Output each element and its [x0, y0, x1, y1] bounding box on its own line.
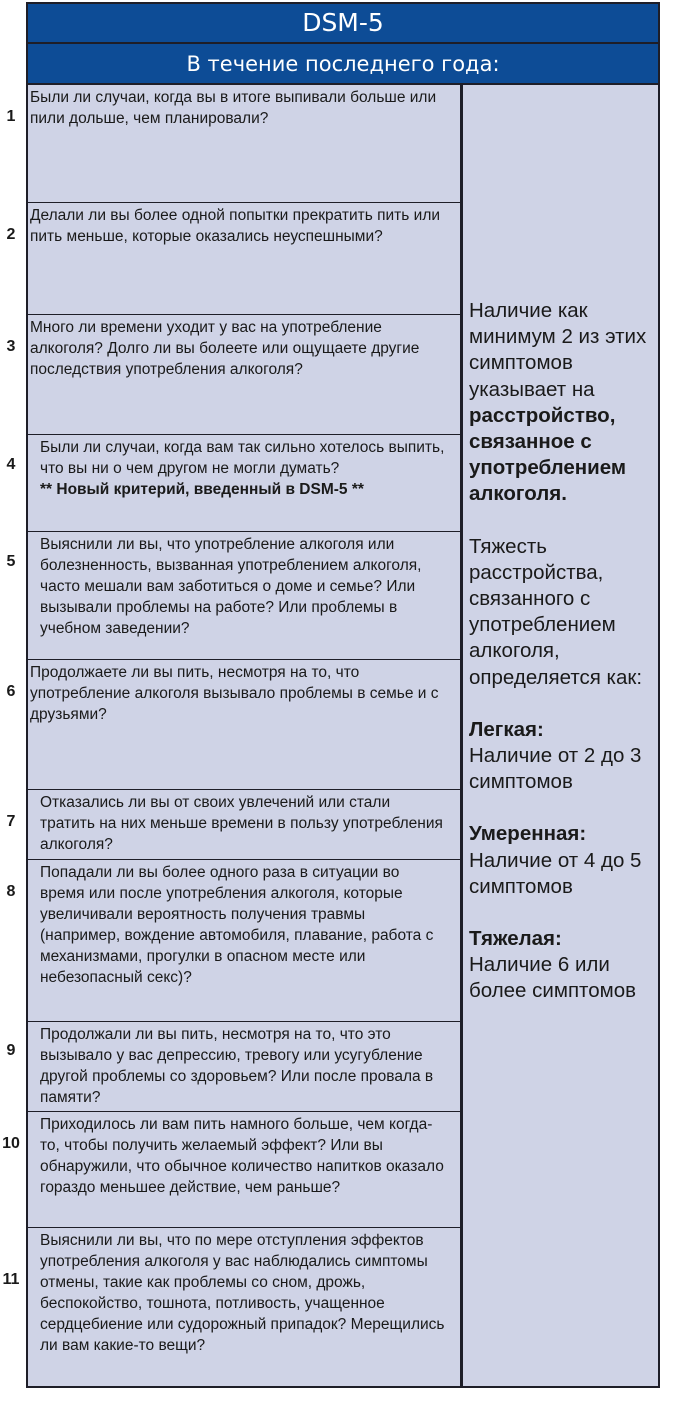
question-row-7 — [28, 790, 460, 860]
question-text-9: Продолжали ли вы пить, несмотря на то, что это вызывало у вас депрессию, тревогу или усугубление другой проблемы со здоровьем? Или после провала в памяти? — [40, 1026, 434, 1106]
question-row-5 — [28, 532, 460, 660]
table-subtitle: В течение последнего года: — [28, 44, 658, 85]
question-text-11: Выяснили ли вы, что по мере отступления эффектов употребления алкоголя у вас наблюдались симптомы отмены, такие как проблемы со сном, дрожь, беспокойство, тошнота, потливость, учащенное сердцебиение или судорожный припадок? Мерещились ли вам какие-то вещи? — [40, 1232, 445, 1354]
severity-severe-text: Наличие 6 или более симптомов — [469, 953, 636, 1003]
question-text-7: Отказались ли вы от своих увлечений или стали тратить на них меньше времени в пользу употребления алкоголя? — [40, 794, 443, 853]
question-text-6: Продолжаете ли вы пить, несмотря на то, что употребление алкоголя вызывало проблемы в семье и с друзьями? — [30, 664, 439, 723]
severity-moderate-text: Наличие от 4 до 5 симптомов — [469, 848, 642, 898]
row-number-10: 10 — [2, 1135, 20, 1152]
summary-intro: Наличие как минимум 2 из этих симптомов указывает на — [469, 299, 647, 401]
question-row-10 — [28, 1112, 460, 1228]
severity-mild-text: Наличие от 2 до 3 симптомов — [469, 744, 642, 794]
row-number-8: 8 — [6, 883, 16, 900]
row-number-1: 1 — [6, 108, 16, 125]
question-row-6 — [28, 660, 460, 790]
row-number-4: 4 — [6, 456, 16, 473]
severity-intro: Тяжесть расстройства, связанного с употреблением алкоголя, определяется как: — [469, 534, 643, 689]
question-row-2 — [28, 203, 460, 315]
question-row-3 — [28, 315, 460, 435]
question-text-4: Были ли случаи, когда вам так сильно хотелось выпить, что вы ни о чем другом не могли думать? — [40, 439, 445, 477]
question-row-1 — [28, 85, 460, 203]
row-number-9: 9 — [6, 1042, 16, 1059]
questions-column — [28, 85, 463, 1386]
question-row-8 — [28, 860, 460, 1022]
question-text-8: Попадали ли вы более одного раза в ситуации во время или после употребления алкоголя, которые увеличивали вероятность получения травмы (например, вождение автомобиля, плавание, работа с механизмами, прогулки в опасном месте или небезопасный секс)? — [40, 864, 434, 986]
question-text-2: Делали ли вы более одной попытки прекратить пить или пить меньше, которые оказались неуспешными? — [30, 207, 441, 245]
row-number-6: 6 — [6, 683, 16, 700]
severity-mild-label: Легкая: — [469, 717, 544, 741]
question-row-4 — [28, 435, 460, 532]
criteria-table — [26, 2, 660, 1388]
question-text-3: Много ли времени уходит у вас на употребление алкоголя? Долго ли вы болеете или ощущаете другие последствия употребления алкоголя? — [30, 319, 420, 378]
row-number-2: 2 — [6, 226, 16, 243]
summary-diagnosis: расстройство, связанное с употреблением алкоголя. — [469, 403, 627, 506]
severity-moderate-label: Умеренная: — [469, 822, 587, 846]
row-number-11: 11 — [2, 1271, 20, 1288]
row-number-7: 7 — [6, 813, 16, 830]
question-text-1: Были ли случаи, когда вы в итоге выпивали больше или пили дольше, чем планировали? — [30, 89, 437, 127]
question-note-4: ** Новый критерий, введенный в DSM-5 ** — [40, 481, 364, 498]
table-title: DSM-5 — [28, 4, 658, 44]
question-row-11 — [28, 1228, 460, 1386]
diagnosis-summary — [469, 298, 649, 1005]
row-number-5: 5 — [6, 553, 16, 570]
severity-severe-label: Тяжелая: — [469, 927, 562, 951]
question-text-5: Выяснили ли вы, что употребление алкоголя или болезненность, вызванная употреблением алкоголя, часто мешали вам заботиться о доме и семье? Или вызывали проблемы на работе? Или проблемы в учебном заведении? — [40, 536, 422, 637]
question-text-10: Приходилось ли вам пить намного больше, чем когда-то, чтобы получить желаемый эффект? Или вы обнаружили, что обычное количество напитков оказало гораздо меньшее действие, чем раньше? — [40, 1116, 444, 1196]
row-number-3: 3 — [6, 338, 16, 355]
question-row-9 — [28, 1022, 460, 1112]
